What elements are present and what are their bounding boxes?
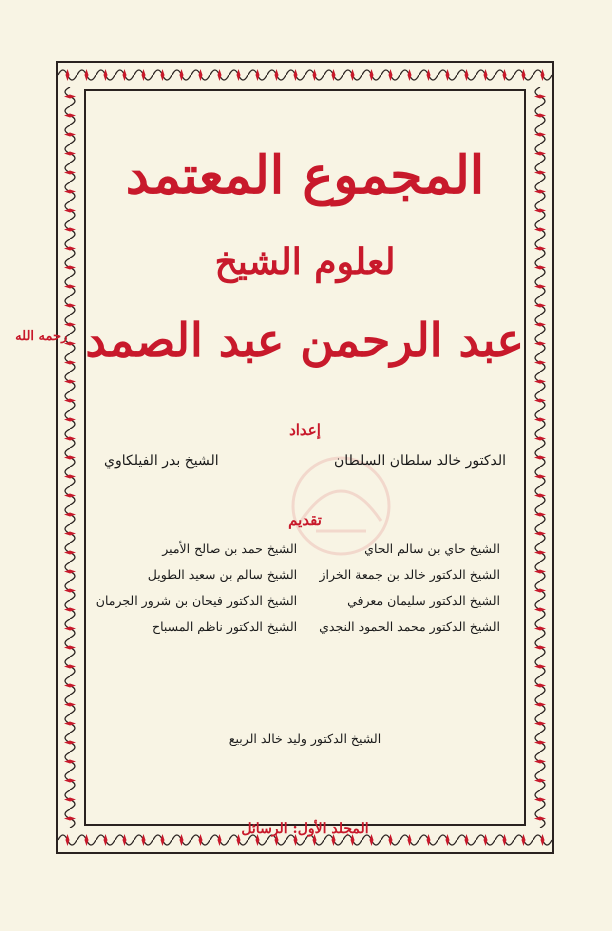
- presenter: الشيخ سالم بن سعيد الطويل: [147, 567, 298, 582]
- volume-label: المجلد الأول: الرسائل: [241, 821, 369, 837]
- book-subtitle: لعلوم الشيخ: [214, 241, 396, 283]
- author-2: الشيخ بدر الفيلكاوي: [104, 453, 219, 469]
- presenter: الشيخ الدكتور سليمان معرفي: [347, 593, 500, 608]
- presenter: الشيخ الدكتور ناظم المسباح: [152, 619, 298, 634]
- scholar-name: [15, 313, 524, 368]
- ornament-left: [58, 87, 82, 828]
- authors-list: [104, 453, 506, 469]
- ornament-top: [58, 63, 552, 87]
- presenter: الشيخ حمد بن صالح الأمير: [162, 541, 298, 556]
- presenter: الشيخ حاي بن سالم الحاي: [364, 541, 500, 556]
- scholar-name-text: عبد الرحمن عبد الصمد: [85, 313, 524, 367]
- author-1: الدكتور خالد سلطان السلطان: [334, 453, 506, 469]
- introduction-label: تقديم: [288, 511, 322, 529]
- honorific: رحمه الله: [15, 328, 68, 344]
- cover-content: [15, 91, 524, 837]
- presenter: الشيخ الدكتور خالد بن جمعة الخراز: [319, 567, 500, 582]
- book-title: المجموع المعتمد: [125, 145, 485, 206]
- presenter: الشيخ الدكتور محمد الحمود النجدي: [319, 619, 500, 634]
- presenters-list: [95, 541, 500, 634]
- preparation-label: إعداد: [289, 421, 321, 439]
- presenter: الشيخ الدكتور وليد خالد الربيع: [228, 731, 382, 746]
- presenter: الشيخ الدكتور فيحان بن شرور الجرمان: [95, 593, 298, 608]
- ornament-right: [528, 87, 552, 828]
